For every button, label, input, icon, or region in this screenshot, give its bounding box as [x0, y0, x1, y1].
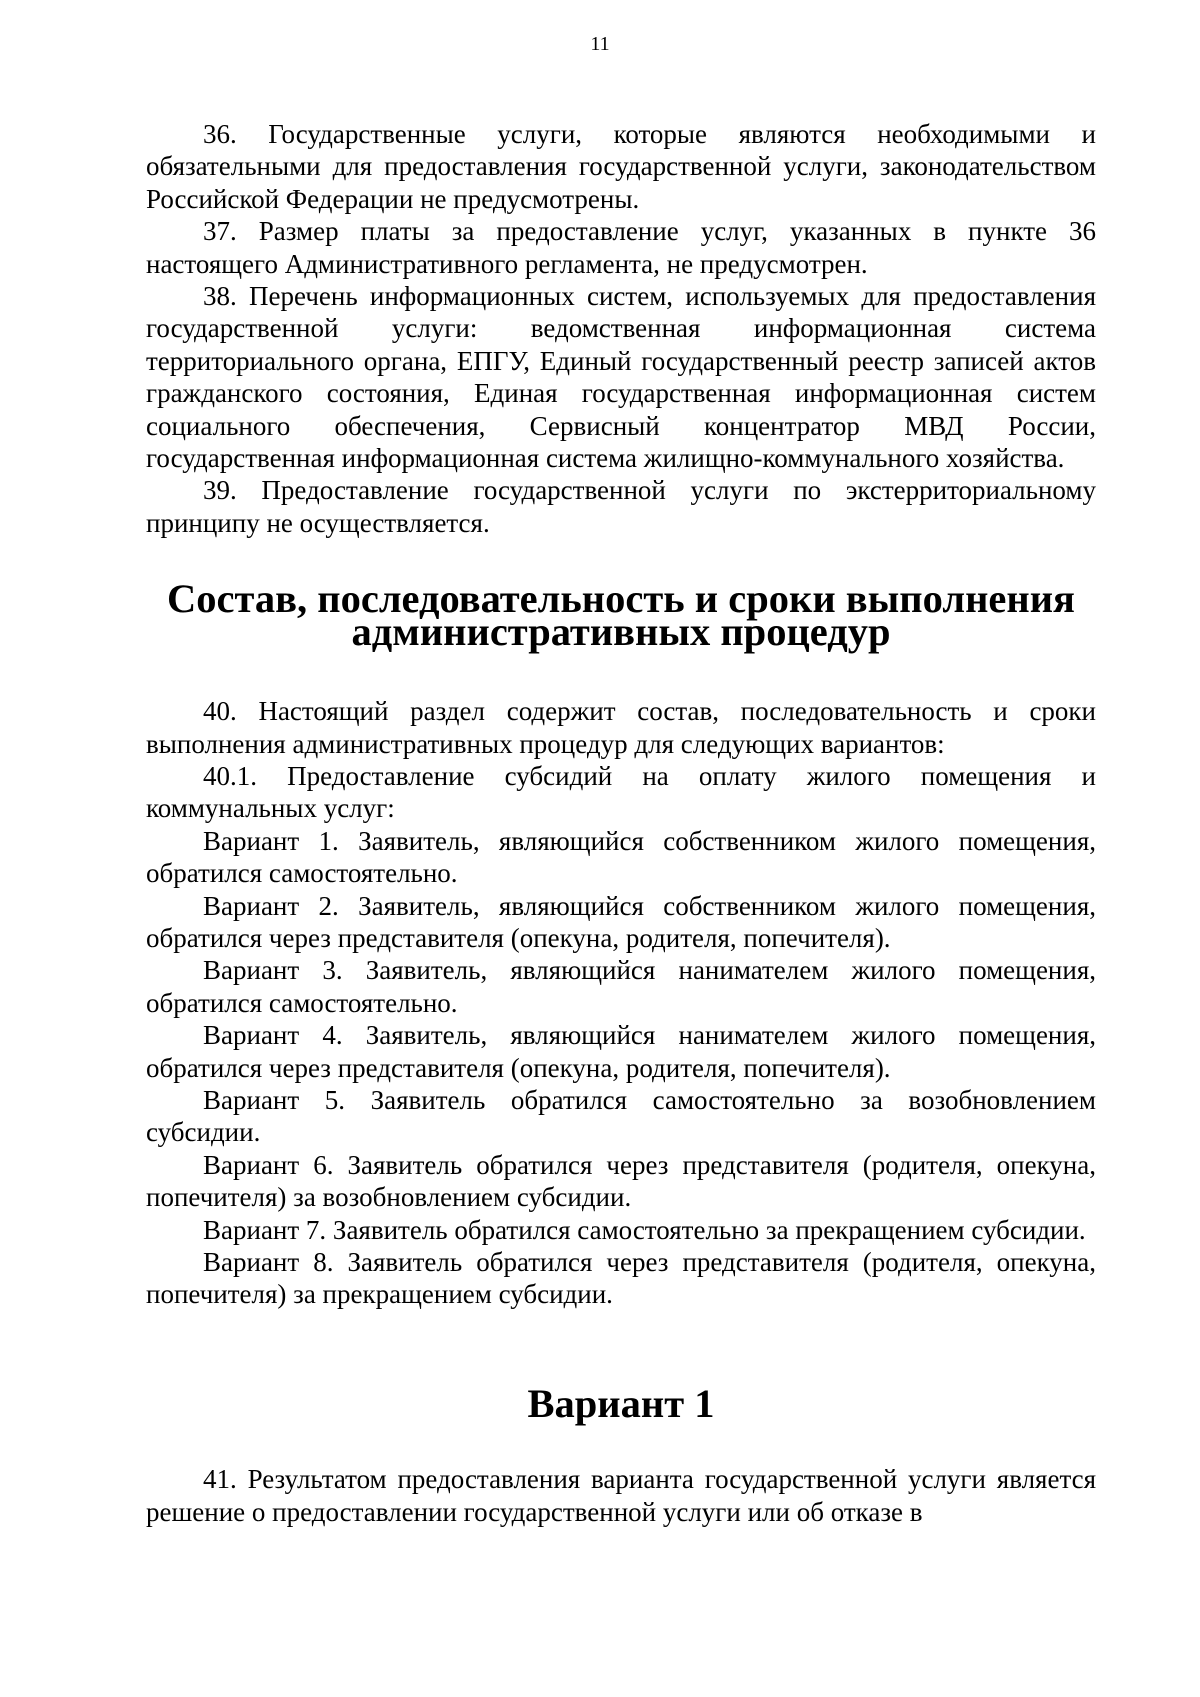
- paragraph-36: 36. Государственные услуги, которые являются необходимыми и обязательными для предоставления государственной услуги, законодательством Российской Федерации не предусмотрены.: [146, 119, 1096, 214]
- page-number: 11: [590, 33, 610, 55]
- section-paragraphs-middle: [146, 695, 1096, 1311]
- variant-item: Вариант 3. Заявитель, являющийся нанимателем жилого помещения, обратился самостоятельно.: [146, 955, 1096, 1018]
- document-body: [146, 118, 1096, 1528]
- variant-item: Вариант 8. Заявитель обратился через представителя (родителя, опекуна, попечителя) за прекращением субсидии.: [146, 1247, 1096, 1310]
- section-paragraphs-bottom: [146, 1463, 1096, 1528]
- paragraph-41: 41. Результатом предоставления варианта государственной услуги является решение о предоставлении государственной услуги или об отказе в: [146, 1464, 1096, 1527]
- section-heading-procedures: [146, 576, 1096, 654]
- variant-item: Вариант 2. Заявитель, являющийся собственником жилого помещения, обратился через представителя (опекуна, родителя, попечителя).: [146, 890, 1096, 953]
- paragraph-39: 39. Предоставление государственной услуги по экстерриториальному принципу не осуществляется.: [146, 475, 1096, 538]
- section-paragraphs-top: [146, 118, 1096, 539]
- section-heading-variant-1: Вариант 1: [527, 1380, 715, 1426]
- paragraph-40: 40. Настоящий раздел содержит состав, последовательность и сроки выполнения административных процедур для следующих вариантов:: [146, 696, 1096, 759]
- paragraph-38: 38. Перечень информационных систем, используемых для предоставления государственной услуги: ведомственная информационная система территориального органа, ЕПГУ, Единый государственный реестр записей актов гражданского состояния, Единая государственная информационная систем социального обеспечения, Сервисный концентратор МВД России, государственная информационная система жилищно-коммунального хозяйства.: [146, 281, 1096, 474]
- variant-item: Вариант 7. Заявитель обратился самостоятельно за прекращением субсидии.: [203, 1214, 1086, 1245]
- variant-item: Вариант 4. Заявитель, являющийся нанимателем жилого помещения, обратился через представителя (опекуна, родителя, попечителя).: [146, 1020, 1096, 1083]
- heading-line: административных процедур: [351, 608, 891, 654]
- paragraph-40-1: 40.1. Предоставление субсидий на оплату жилого помещения и коммунальных услуг:: [146, 760, 1096, 824]
- variant-item: Вариант 6. Заявитель обратился через представителя (родителя, опекуна, попечителя) за возобновлением субсидии.: [146, 1149, 1096, 1213]
- variant-item: Вариант 5. Заявитель обратился самостоятельно за возобновлением субсидии.: [146, 1084, 1096, 1148]
- heading-line: Состав, последовательность и сроки выполнения: [167, 576, 1075, 622]
- variant-item: Вариант 1. Заявитель, являющийся собственником жилого помещения, обратился самостоятельно.: [146, 825, 1096, 889]
- paragraph-37: 37. Размер платы за предоставление услуг, указанных в пункте 36 настоящего Административного регламента, не предусмотрен.: [146, 216, 1096, 279]
